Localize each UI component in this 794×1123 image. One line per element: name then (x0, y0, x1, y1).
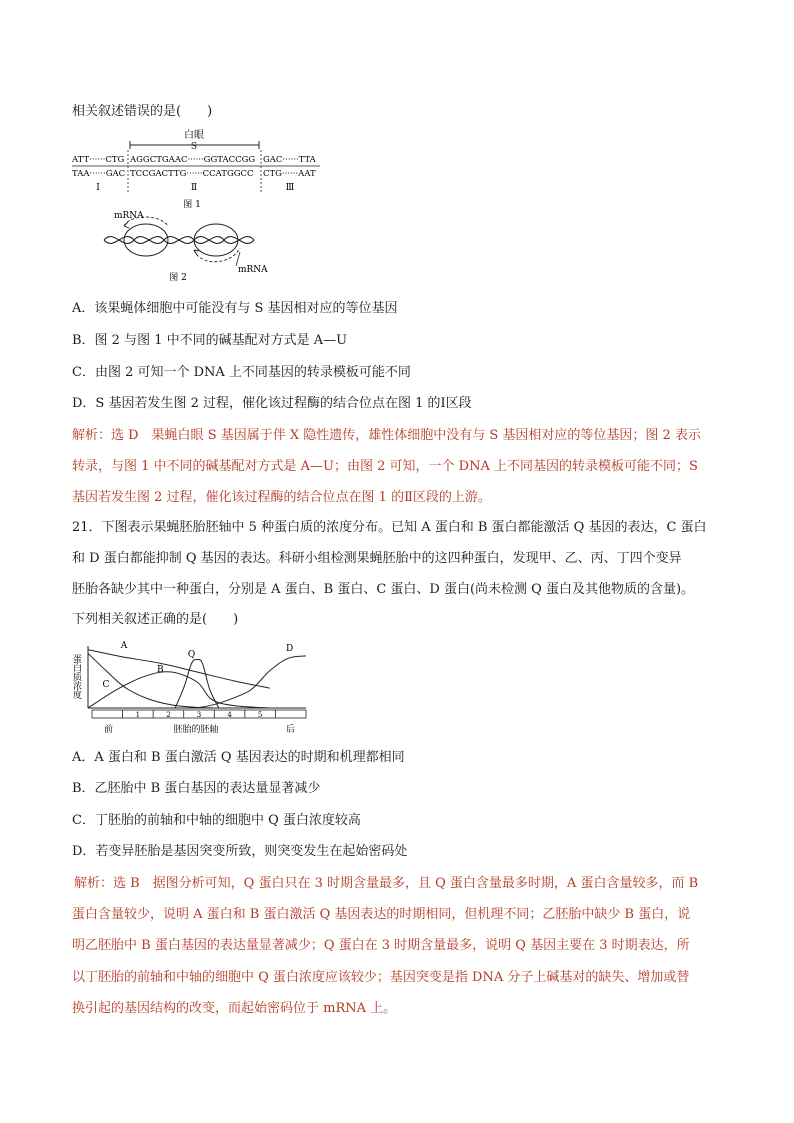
axis-region-label-2: 2 (166, 711, 171, 719)
figure2-transcription (100, 208, 280, 282)
q21-stem-line-2: 和 D 蛋白都能抑制 Q 基因的表达。科研小组检测果蝇胚胎中的这四种蛋白，发现甲、乙、丙、丁四个变异 (72, 551, 682, 566)
strand-top-seg2: AGGCTGAAC······GGTACCGG (130, 155, 256, 165)
q20-analysis-line-3: 基因若发生图 2 过程，催化该过程酶的结合位点在图 1 的Ⅱ区段的上游。 (72, 490, 491, 505)
series-label-c: C (102, 679, 110, 690)
q21-analysis-line-1: 解析：选 B 据图分析可知，Q 蛋白只在 3 时期含量最多，且 Q 蛋白含量最多时期，A 蛋白含量较多，而 B (74, 876, 699, 891)
q21-option-c: C．丁胚胎的前轴和中轴的细胞中 Q 蛋白浓度较高 (72, 813, 361, 828)
region-I-label: Ⅰ (96, 183, 100, 193)
q21-analysis-line-5: 换引起的基因结构的改变，而起始密码位于 mRNA 上。 (72, 1001, 397, 1016)
figure1-title: 白眼 (184, 130, 204, 141)
q21-protein-chart (70, 640, 320, 738)
figure2-mrna-top-label: mRNA (114, 211, 144, 221)
transcription-bubble-left (124, 224, 168, 256)
figure2-mrna-bottom-label: mRNA (238, 265, 268, 275)
axis-region-label-5: 5 (257, 711, 263, 719)
q21-stem-line-3: 胚胎各缺少其中一种蛋白，分别是 A 蛋白、B 蛋白、C 蛋白、D 蛋白(尚未检测 Q 蛋白及其他物质的含量)。 (72, 582, 695, 597)
q20-option-d: D．S 基因若发生图 2 过程，催化该过程酶的结合位点在图 1 的Ⅰ区段 (72, 396, 472, 411)
q21-analysis-line-3: 明乙胚胎中 B 蛋白基因的表达量显著减少；Q 蛋白在 3 时期含量最多，说明 Q 基因主要在 3 时期表达，所 (72, 938, 690, 953)
series-curve-a (88, 650, 270, 689)
chart-x-axis-label: 胚胎的胚轴 (173, 725, 219, 735)
q20-option-c: C．由图 2 可知一个 DNA 上不同基因的转录模板可能不同 (72, 365, 411, 380)
q21-stem-line-4: 下列相关叙述正确的是( ) (72, 612, 239, 627)
q20-stem-tail: 相关叙述错误的是( ) (72, 104, 213, 119)
transcription-bubble-right (194, 224, 238, 256)
strand-bottom-seg2: TCCGACTTG······CCATGGCC (130, 169, 254, 179)
series-curve-b (88, 672, 270, 708)
axis-region-label-1: 1 (135, 711, 141, 719)
strand-top-seg1: ATT······CTG (72, 155, 125, 165)
chart-y-axis-label: 蛋白质浓度 (71, 654, 81, 699)
strand-bottom-seg1: TAA······GAC (72, 169, 126, 179)
chart-x-right-label: 后 (286, 725, 296, 735)
strand-top-seg3: GAC······TTA (263, 155, 316, 165)
q21-analysis-line-4: 以丁胚胎的前轴和中轴的细胞中 Q 蛋白浓度应该较少；基因突变是指 DNA 分子上碱基对的缺失、增加或替 (72, 970, 690, 985)
series-label-b: B (157, 665, 164, 676)
q20-analysis-line-1: 解析：选 D 果蝇白眼 S 基因属于伴 X 隐性遗传，雄性体细胞中没有与 S 基因相对应的等位基因；图 2 表示 (72, 428, 701, 443)
q21-option-d: D．若变异胚胎是基因突变所致，则突变发生在起始密码处 (72, 844, 408, 859)
figure1-caption: 图 1 (183, 200, 201, 210)
series-label-q: Q (187, 650, 196, 661)
dna-strand-2 (104, 237, 254, 244)
series-label-a: A (120, 640, 128, 651)
figure1-gene-label: S (190, 142, 198, 152)
figure1-dna-sequence (68, 128, 328, 212)
q21-stem-line-1: 21．下图表示果蝇胚胎胚轴中 5 种蛋白质的浓度分布。已知 A 蛋白和 B 蛋白都能激活 Q 基因的表达，C 蛋白 (72, 520, 707, 535)
q20-analysis-line-2: 转录，与图 1 中不同的碱基配对方式是 A—U；由图 2 可知，一个 DNA 上不同基因的转录模板可能不同；S (72, 459, 698, 474)
chart-x-left-label: 前 (104, 725, 114, 735)
region-III-label: Ⅲ (285, 183, 295, 193)
axis-region-label-4: 4 (227, 711, 232, 719)
q21-option-a: A．A 蛋白和 B 蛋白激活 Q 基因表达的时期和机理都相同 (72, 750, 405, 765)
series-label-d: D (286, 643, 294, 654)
q20-option-b: B．图 2 与图 1 中不同的碱基配对方式是 A—U (72, 333, 348, 348)
series-curve-q (175, 659, 219, 708)
q21-option-b: B．乙胚胎中 B 蛋白基因的表达量显著减少 (72, 781, 321, 796)
q20-option-a: A．该果蝇体细胞中可能没有与 S 基因相对应的等位基因 (72, 301, 398, 316)
figure2-caption: 图 2 (169, 273, 187, 282)
region-II-label: Ⅱ (190, 183, 198, 193)
axis-region-label-3: 3 (196, 711, 202, 719)
strand-bottom-seg3: CTG······AAT (263, 169, 316, 179)
q21-analysis-line-2: 蛋白含量较少，说明 A 蛋白和 B 蛋白激活 Q 基因表达的时期相同，但机理不同；乙胚胎中缺少 B 蛋白，说 (72, 907, 691, 922)
